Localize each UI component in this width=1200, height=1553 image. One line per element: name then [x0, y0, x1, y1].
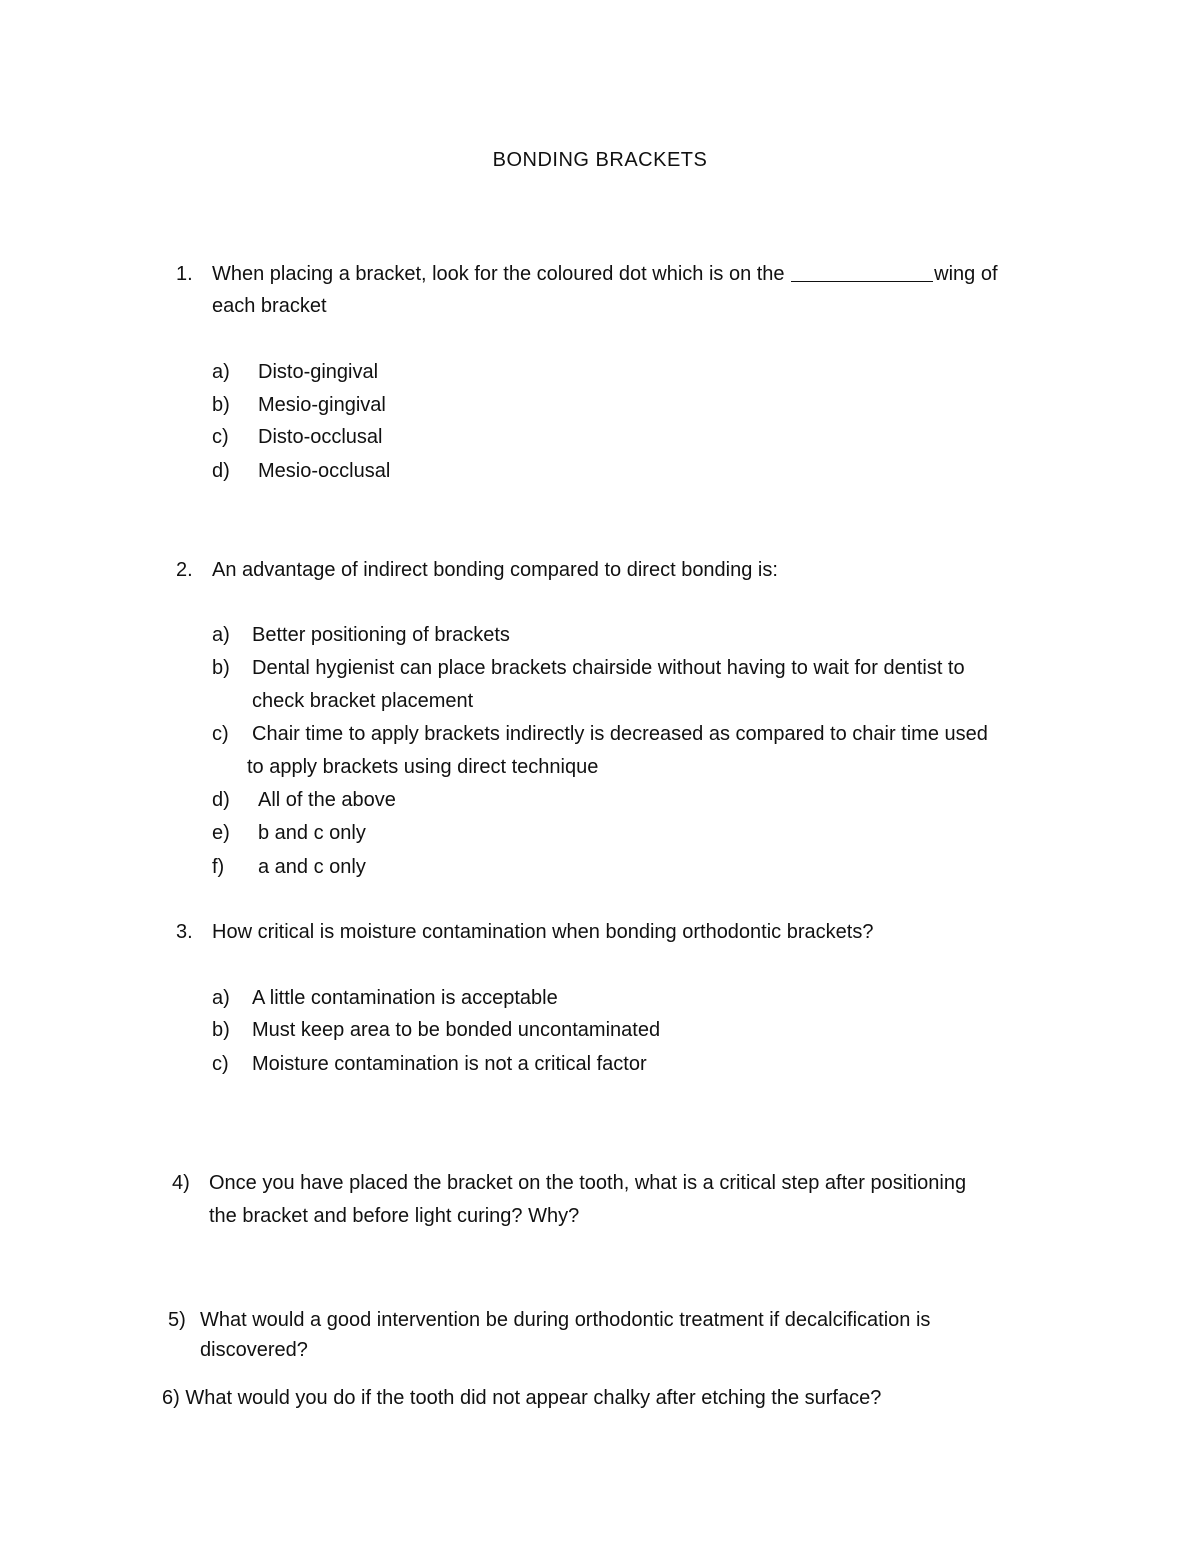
question-text-line2: the bracket and before light curing? Why?: [209, 1205, 580, 1227]
option-letter: e): [212, 822, 230, 844]
option-text: Dental hygienist can place brackets chairside without having to wait for dentist to: [252, 657, 965, 679]
option-letter: a): [212, 624, 230, 646]
page-title: BONDING BRACKETS: [492, 149, 708, 171]
question-text: Once you have placed the bracket on the tooth, what is a critical step after positioning: [209, 1172, 967, 1194]
option-letter: a): [212, 987, 230, 1009]
option-letter: c): [212, 1053, 229, 1075]
answer-blank: [791, 261, 933, 282]
option-letter: a): [212, 361, 230, 383]
question-text: An advantage of indirect bonding compared to direct bonding is:: [212, 559, 778, 581]
option-letter: f): [212, 856, 225, 878]
option-text: Disto-occlusal: [258, 426, 383, 448]
option-text: Disto-gingival: [258, 361, 379, 383]
option-letter: d): [212, 789, 230, 811]
option-letter: b): [212, 657, 230, 679]
question-text: 6) What would you do if the tooth did not appear chalky after etching the surface?: [162, 1387, 882, 1409]
question-text-after: wing of: [934, 263, 998, 285]
question-text-line2: each bracket: [212, 295, 327, 317]
question-number: 3.: [176, 921, 193, 943]
option-text-line2: check bracket placement: [252, 690, 474, 712]
option-letter: c): [212, 426, 229, 448]
question-text: [212, 258, 998, 290]
option-text: Mesio-gingival: [258, 394, 386, 416]
question-number: 5): [168, 1309, 186, 1331]
option-text: Moisture contamination is not a critical factor: [252, 1053, 647, 1075]
option-text: Must keep area to be bonded uncontaminated: [252, 1019, 661, 1041]
option-text: Chair time to apply brackets indirectly is decreased as compared to chair time used: [252, 723, 988, 745]
option-text-line2: to apply brackets using direct technique: [247, 756, 599, 778]
question-text-before: When placing a bracket, look for the coloured dot which is on the: [212, 263, 785, 285]
option-text: A little contamination is acceptable: [252, 987, 558, 1009]
option-letter: c): [212, 723, 229, 745]
question-number: 2.: [176, 559, 193, 581]
option-text: Mesio-occlusal: [258, 460, 391, 482]
option-text: Better positioning of brackets: [252, 624, 510, 646]
question-text: What would a good intervention be during orthodontic treatment if decalcification is: [200, 1309, 931, 1331]
question-text-line2: discovered?: [200, 1339, 308, 1361]
option-text: b and c only: [258, 822, 366, 844]
option-letter: b): [212, 394, 230, 416]
option-letter: d): [212, 460, 230, 482]
question-number: 1.: [176, 263, 193, 285]
question-text: How critical is moisture contamination when bonding orthodontic brackets?: [212, 921, 874, 943]
question-number: 4): [172, 1172, 190, 1194]
option-text: a and c only: [258, 856, 366, 878]
option-letter: b): [212, 1019, 230, 1041]
option-text: All of the above: [258, 789, 396, 811]
